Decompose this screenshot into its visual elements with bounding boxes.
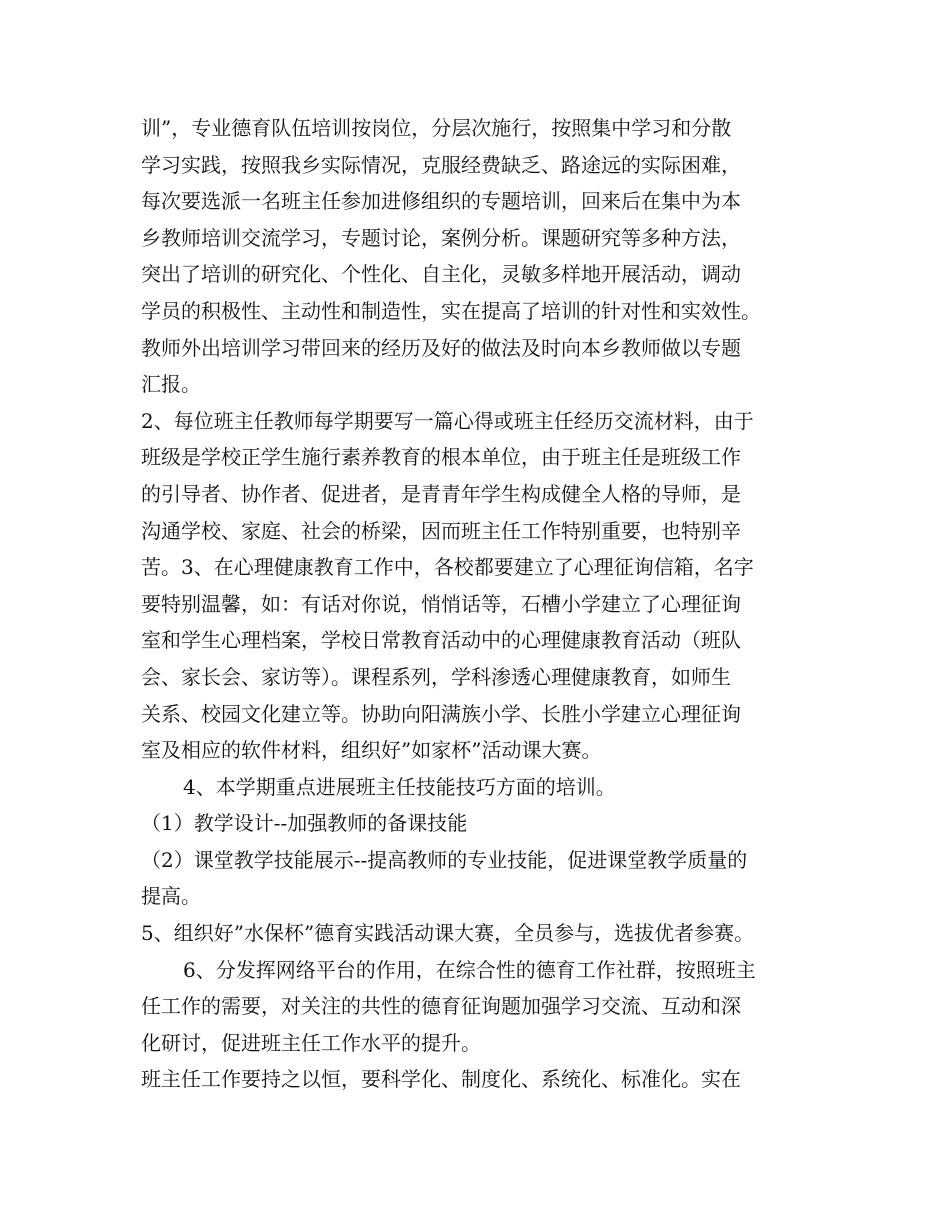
text-line: 2、每位班主任教师每学期要写一篇心得或班主任经历交流材料，由于 — [141, 408, 754, 433]
body-text — [141, 110, 831, 1098]
text-line: 的引导者、协作者、促进者，是青青年学生构成健全人格的导师，是 — [141, 481, 741, 506]
text-line: 要特别温馨，如：有话对你说，悄悄话等，石槽小学建立了心理征询 — [141, 591, 741, 616]
text-line: 学员的积极性、主动性和制造性，实在提高了培训的针对性和实效性。 — [141, 298, 761, 323]
text-line: 汇报。 — [141, 372, 201, 397]
text-line: 5、组织好”水保杯”德育实践活动课大赛，全员参与，选拔优者参赛。 — [141, 921, 755, 946]
text-line: （1）教学设计--加强教师的备课技能 — [141, 811, 468, 836]
text-line: 会、家长会、家访等）。课程系列，学科渗透心理健康教育，如师生 — [141, 664, 731, 689]
text-line: 乡教师培训交流学习，专题讨论，案例分析。课题研究等多种方法， — [141, 225, 741, 250]
text-line: 突出了培训的研究化、个性化、自主化，灵敏多样地开展活动，调动 — [141, 262, 741, 287]
text-line: 任工作的需要，对关注的共性的德育征询题加强学习交流、互动和深 — [141, 994, 741, 1019]
text-line: （2）课堂教学技能展示--提高教师的专业技能，促进课堂教学质量的 — [141, 847, 748, 872]
text-line: 苦。3、在心理健康教育工作中，各校都要建立了心理征询信箱，名字 — [141, 555, 754, 580]
text-line: 化研讨，促进班主任工作水平的提升。 — [141, 1030, 481, 1055]
text-line: 室和学生心理档案，学校日常教育活动中的心理健康教育活动（班队 — [141, 628, 741, 653]
text-line: 每次要选派一名班主任参加进修组织的专题培训，回来后在集中为本 — [141, 189, 741, 214]
text-line: 学习实践，按照我乡实际情况，克服经费缺乏、路途远的实际困难， — [141, 152, 741, 177]
text-line: 教师外出培训学习带回来的经历及好的做法及时向本乡教师做以专题 — [141, 335, 741, 360]
text-line: 训”，专业德育队伍培训按岗位，分层次施行，按照集中学习和分散 — [141, 116, 732, 140]
text-line: 室及相应的软件材料，组织好”如家杯”活动课大赛。 — [141, 738, 602, 763]
text-line: 关系、校园文化建立等。协助向阳满族小学、长胜小学建立心理征询 — [141, 701, 741, 726]
text-line: 提高。 — [141, 884, 201, 909]
text-line: 4、本学期重点进展班主任技能技巧方面的培训。 — [183, 774, 616, 799]
text-line: 班级是学校正学生施行素养教育的根本单位，由于班主任是班级工作 — [141, 445, 741, 470]
text-line: 6、分发挥网络平台的作用，在综合性的德育工作社群，按照班主 — [183, 957, 756, 982]
text-line: 班主任工作要持之以恒，要科学化、制度化、系统化、标准化。实在 — [141, 1067, 741, 1092]
text-line: 沟通学校、家庭、社会的桥梁，因而班主任工作特别重要，也特别辛 — [141, 518, 741, 543]
